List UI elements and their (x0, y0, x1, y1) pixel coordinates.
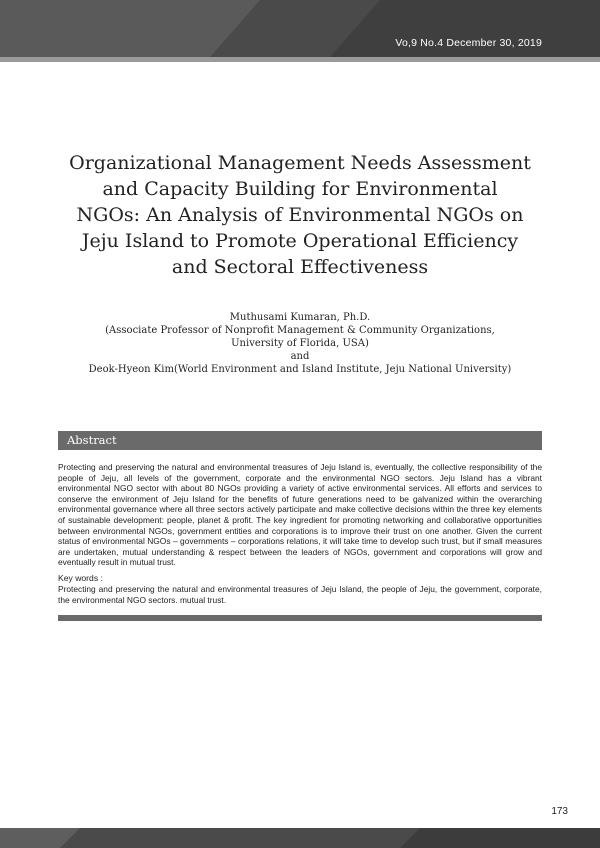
title-line: Organizational Management Needs Assessment (69, 152, 531, 174)
keywords-text: Protecting and preserving the natural and environmental treasures of Jeju Island, the people of Jeju, the government, corporate, the environmental NGO sectors. mutual trust. (58, 584, 542, 605)
header-rule (0, 57, 600, 62)
abstract-heading: Abstract (67, 433, 117, 447)
author-affiliation: University of Florida, USA) (231, 338, 369, 349)
author-affiliation: (Associate Professor of Nonprofit Management & Community Organizations, (105, 325, 495, 336)
keywords-label: Key words : (58, 573, 103, 583)
section-divider (58, 615, 542, 621)
issue-info: Vo,9 No.4 December 30, 2019 (395, 37, 542, 49)
abstract-heading-bar (58, 431, 542, 450)
author-name: Muthusami Kumaran, Ph.D. (229, 312, 371, 323)
abstract-text: Protecting and preserving the natural and environmental treasures of Jeju Island is, eventually, the collective responsibility of the people of Jeju, all levels of the government, corporate and the environmental NGO sectors. Jeju Island has a vibrant environmental NGO sector with about 80 NGOs providing a variety of active environmental services. All efforts and services to conserve the environment of Jeju Island for the benefits of future generations need to be galvanized within the overarching environmental governance where all three sectors actively participate and make collective decisions within the three key elements of sustainable development: people, planet & profit. The key ingredient for promoting networking and collaborative opportunities between environmental NGOs, government entities and corporations is to improve their trust on one another. Given the current status of environmental NGOs – governments – corporations relations, it will take time to develop such trust, but if small measures are undertaken, mutual understanding & respect between the leaders of NGOs, government and corporations will grow and eventually result in mutual trust. (58, 462, 542, 568)
footer-band (0, 828, 600, 848)
title-line: Jeju Island to Promote Operational Efficiency (81, 230, 519, 252)
author-conjunction: and (290, 351, 310, 362)
title-line: and Capacity Building for Environmental (102, 178, 498, 200)
paper-title (50, 150, 550, 280)
author-block (60, 311, 540, 376)
page-number: 173 (551, 806, 568, 817)
title-line: NGOs: An Analysis of Environmental NGOs on (76, 204, 524, 226)
title-line: and Sectoral Effectiveness (171, 256, 429, 278)
author-name: Deok-Hyeon Kim(World Environment and Island Institute, Jeju National University) (88, 364, 512, 375)
footer-facet (0, 828, 600, 848)
